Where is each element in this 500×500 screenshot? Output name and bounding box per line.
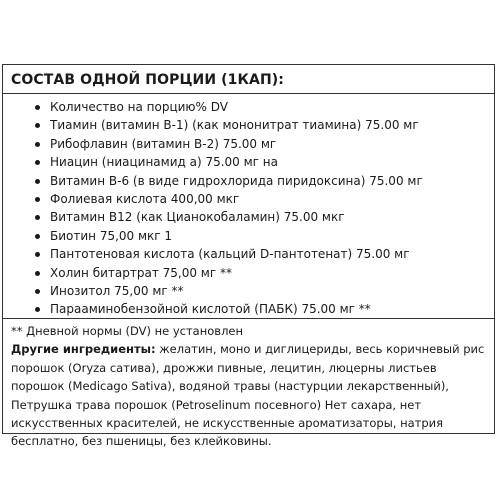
list-item [3,116,423,134]
ingredient-text: Тиамин (витамин B-1) (как мононитрат тиамина) 75.00 мг [50,118,419,133]
ingredient-text: Пантотеновая кислота (кальций D-пантотенат) 75.00 мг [50,247,410,262]
ingredient-text: Рибофлавин (витамин B-2) 75.00 мг [50,136,277,151]
ingredient-list [3,98,423,319]
ingredient-text: Фолиевая кислота 400,00 мкг [50,191,240,206]
supplement-facts-panel [2,64,495,449]
bullet-icon [35,142,40,147]
ingredient-text: Биотин 75,00 мкг 1 [50,228,173,243]
bullet-icon [35,179,40,184]
other-ingredients [11,340,489,450]
bullet-icon [35,105,40,110]
ingredient-text: Холин битартрат 75,00 мг ** [50,265,232,280]
ingredient-text: Парааминобензойной кислотой (ПАБК) 75.00 мг ** [50,302,371,317]
list-item [3,227,423,245]
list-item [3,172,423,190]
list-item [3,153,423,171]
list-item [3,135,423,153]
list-item [3,282,423,300]
bullet-icon [35,160,40,165]
bullet-icon [35,307,40,312]
bullet-icon [35,234,40,239]
notes-section [11,322,489,451]
list-item [3,300,423,318]
list-item [3,208,423,226]
ingredient-text: Инозитол 75,00 мг ** [50,283,184,298]
bullet-icon [35,197,40,202]
bullet-icon [35,215,40,220]
notes-divider [3,318,494,319]
list-item [3,190,423,208]
list-item [3,264,423,282]
other-ingredients-text: желатин, моно и диглицериды, весь коричневый рис порошок (Oryza сатива), дрожжи пивные, лецитин, люцерны листьев порошок (Medicago Sativa), водяной травы (настурции лекарственный), Петрушка трава порошок (Petroselinum посевного) Нет сахара, нет искусственных красителей, не искусственные ароматизаторы, натрия бесплатно, без пшеницы, без клейковины. [11,342,485,449]
bullet-icon [35,123,40,128]
list-item [3,245,423,263]
panel-title: СОСТАВ ОДНОЙ ПОРЦИИ (1КАП): [11,72,284,88]
bullet-icon [35,252,40,257]
title-divider [3,93,494,94]
ingredient-text: Количество на порцию% DV [50,100,228,114]
list-item [3,98,423,116]
ingredient-text: Витамин B-6 (в виде гидрохлорида пиридоксина) 75.00 мг [50,173,423,188]
bullet-icon [35,289,40,294]
ingredient-text: Ниацин (ниацинамид а) 75.00 мг на [50,155,278,170]
bullet-icon [35,271,40,276]
other-ingredients-label: Другие ингредиенты: [11,342,156,357]
ingredient-text: Витамин B12 (как Цианокобаламин) 75.00 мкг [50,210,345,225]
footnote: ** Дневной нормы (DV) не установлен [11,324,244,338]
